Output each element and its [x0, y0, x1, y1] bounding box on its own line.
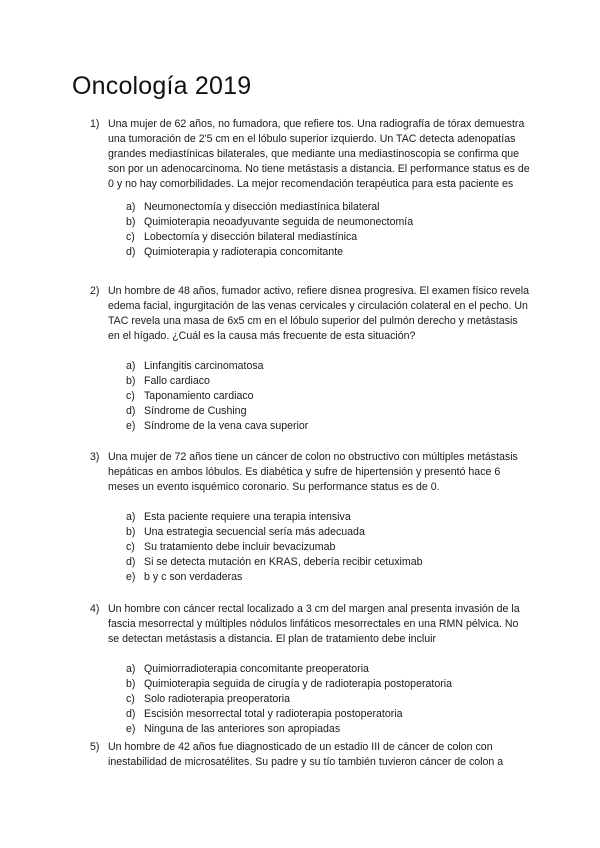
option-letter: d): [126, 708, 136, 720]
document-title: Oncología 2019: [72, 72, 252, 100]
option-text: Síndrome de la vena cava superior: [144, 420, 309, 432]
question-4: [90, 602, 530, 737]
question-text: Un hombre con cáncer rectal localizado a 3 cm del margen anal presenta invasión de la fascia mesorrectal y múltiples nódulos linfáticos mesorrectales en una RMN pélvica. No se detectan metástasis a distancia. El plan de tratamiento debe incluir: [108, 603, 520, 645]
question-text: Un hombre de 48 años, fumador activo, refiere disnea progresiva. El examen físico revela edema facial, ingurgitación de las venas cervicales y circulación colateral en el pecho. Un TAC revela una masa de 6x5 cm en el lóbulo superior del pulmón derecho y metástasis en el hígado. ¿Cuál es la causa más frecuente de esta situación?: [108, 285, 530, 342]
question-3: [90, 450, 530, 585]
question-1: [90, 117, 530, 260]
question-5: [90, 740, 530, 770]
option-text: Si se detecta mutación en KRAS, debería recibir cetuximab: [144, 556, 423, 568]
option-text: Neumonectomía y disección mediastínica bilateral: [144, 201, 380, 213]
option-letter: d): [126, 405, 136, 417]
option-d: [126, 707, 530, 722]
option-letter: c): [126, 231, 135, 243]
option-e: [126, 722, 530, 737]
option-text: Linfangitis carcinomatosa: [144, 360, 264, 372]
option-text: Síndrome de Cushing: [144, 405, 247, 417]
question-number: 5): [90, 741, 100, 753]
option-text: Escisión mesorrectal total y radioterapia postoperatoria: [144, 708, 403, 720]
option-text: b y c son verdaderas: [144, 571, 243, 583]
option-text: Su tratamiento debe incluir bevacizumab: [144, 541, 336, 553]
option-letter: c): [126, 693, 135, 705]
option-d: [126, 555, 530, 570]
question-text: Una mujer de 72 años tiene un cáncer de colon no obstructivo con múltiples metástasis hepáticas en ambos lóbulos. Es diabética y sufre de hipertensión y presentó hace 6 meses un evento isquémico coronario. Su performance status es de 0.: [108, 451, 518, 493]
option-letter: e): [126, 723, 136, 735]
option-text: Quimiorradioterapia concomitante preoperatoria: [144, 663, 369, 675]
option-letter: c): [126, 390, 135, 402]
question-number: 3): [90, 451, 100, 463]
question-text: Un hombre de 42 años fue diagnosticado de un estadio III de cáncer de colon con inestabilidad de microsatélites. Su padre y su tío también tuvieron cáncer de colon a: [108, 741, 504, 768]
option-text: Quimioterapia seguida de cirugía y de radioterapia postoperatoria: [144, 678, 452, 690]
option-e: [126, 570, 530, 585]
option-c: [126, 389, 530, 404]
option-text: Una estrategia secuencial sería más adecuada: [144, 526, 365, 538]
options-list: [126, 510, 530, 585]
options-list: [126, 200, 530, 260]
option-letter: c): [126, 541, 135, 553]
option-c: [126, 230, 530, 245]
option-text: Ninguna de las anteriores son apropiadas: [144, 723, 341, 735]
option-letter: b): [126, 375, 136, 387]
option-a: [126, 359, 530, 374]
option-b: [126, 374, 530, 389]
option-letter: e): [126, 571, 136, 583]
option-letter: d): [126, 556, 136, 568]
option-text: Fallo cardiaco: [144, 375, 210, 387]
option-b: [126, 215, 530, 230]
option-letter: b): [126, 526, 136, 538]
option-text: Quimioterapia y radioterapia concomitante: [144, 246, 344, 258]
option-text: Esta paciente requiere una terapia intensiva: [144, 511, 351, 523]
option-text: Solo radioterapia preoperatoria: [144, 693, 291, 705]
options-list: [126, 359, 530, 434]
option-text: Taponamiento cardiaco: [144, 390, 254, 402]
question-2: [90, 284, 530, 434]
option-c: [126, 692, 530, 707]
option-text: Lobectomía y disección bilateral mediastínica: [144, 231, 358, 243]
option-b: [126, 677, 530, 692]
option-letter: b): [126, 678, 136, 690]
option-text: Quimioterapia neoadyuvante seguida de neumonectomía: [144, 216, 414, 228]
option-d: [126, 404, 530, 419]
option-a: [126, 200, 530, 215]
option-b: [126, 525, 530, 540]
option-e: [126, 419, 530, 434]
option-c: [126, 540, 530, 555]
option-letter: a): [126, 360, 136, 372]
option-letter: a): [126, 663, 136, 675]
option-a: [126, 510, 530, 525]
options-list: [126, 662, 530, 737]
option-a: [126, 662, 530, 677]
question-number: 1): [90, 118, 100, 130]
question-number: 2): [90, 285, 100, 297]
question-text: Una mujer de 62 años, no fumadora, que refiere tos. Una radiografía de tórax demuestra una tumoración de 2'5 cm en el lóbulo superior izquierdo. Un TAC detecta adenopatías grandes mediastínicas bilaterales, que mediante una mediastinoscopia se confirma que son por un adenocarcinoma. No tiene metástasis a distancia. El performance status es de 0 y no hay comorbilidades. La mejor recomendación terapéutica para esta paciente es: [108, 118, 530, 190]
option-d: [126, 245, 530, 260]
option-letter: d): [126, 246, 136, 258]
option-letter: a): [126, 201, 136, 213]
option-letter: e): [126, 420, 136, 432]
option-letter: a): [126, 511, 136, 523]
option-letter: b): [126, 216, 136, 228]
question-number: 4): [90, 603, 100, 615]
